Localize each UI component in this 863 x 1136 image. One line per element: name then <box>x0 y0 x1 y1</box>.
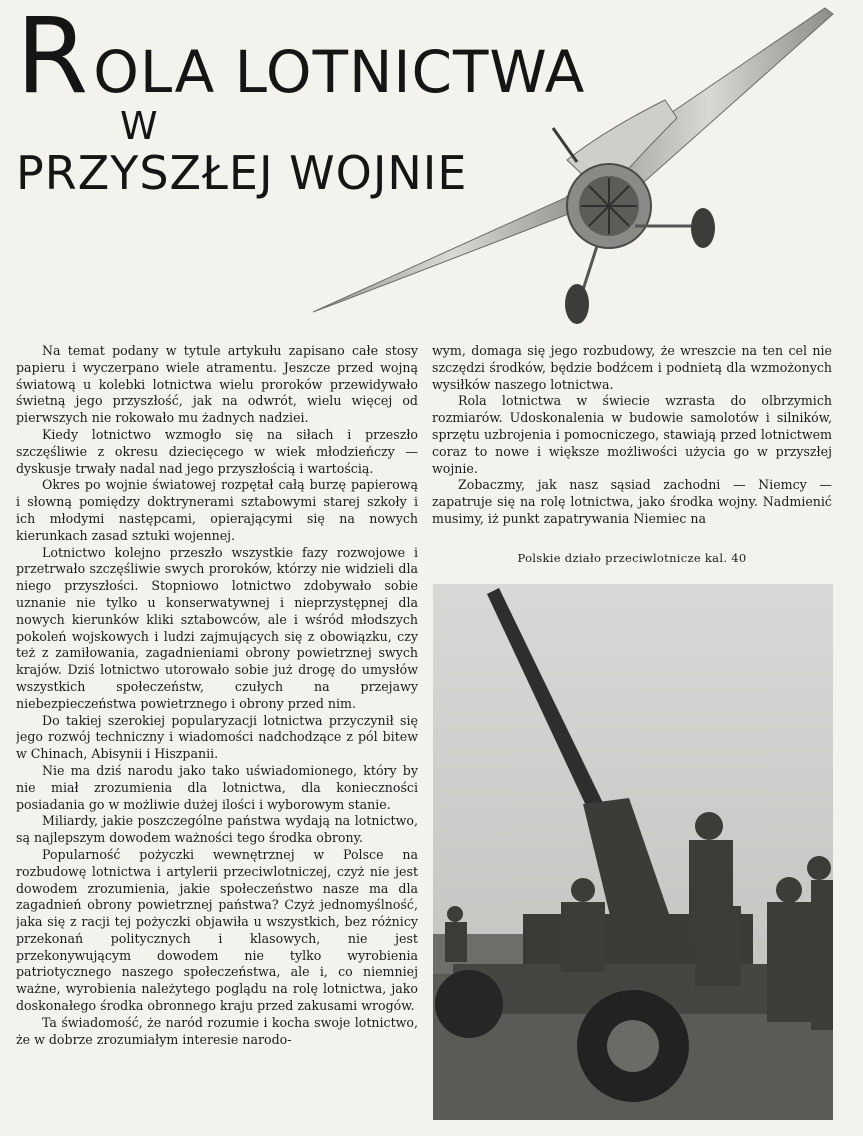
paragraph: Nie ma dziś narodu jako tako uświadomionego, który by nie miał zrozumienia dla lotnictwa, dla konieczności posiadania go w możliwie dużej ilości i wyborowym stanie. <box>16 762 418 812</box>
paragraph: Do takiej szerokiej popularyzacji lotnictwa przyczynił się jego rozwój techniczny i wiadomości nadchodzące z pól bitew w Chinach, Abisynii i Hiszpanii. <box>16 712 418 762</box>
paragraph: Na temat podany w tytule artykułu zapisano całe stosy papieru i wyczerpano wiele atramentu. Jeszcze przed wojną światową u kolebki lotnictwa wielu proroków przewidywało świetną jego przyszłość, jak na odwrót, wielu więcej od pierwszych nie rokowało mu żadnych nadziei. <box>16 343 418 426</box>
airplane-photo <box>305 0 845 330</box>
title-initial: R <box>16 0 90 117</box>
paragraph: Kiedy lotnictwo wzmogło się na siłach i przeszło szczęśliwie z okresu dziecięcego w wiek młodzieńczy — dyskusje trwały nadal nad jego przyszłością i wartością. <box>16 426 418 476</box>
anti-aircraft-gun-photo <box>433 584 833 1120</box>
paragraph: Ta świadomość, że naród rozumie i kocha swoje lotnictwo, że w dobrze zrozumiałym interesie narodo- <box>16 1014 418 1047</box>
title-line-1-text: OLA LOTNICTWA <box>93 38 586 106</box>
article-column-left <box>16 343 418 1133</box>
paragraph: Popularność pożyczki wewnętrznej w Polsce na rozbudowę lotnictwa i artylerii przeciwlotniczej, czyż nie jest dowodem zrozumienia, jakie społeczeństwo nasze ma dla zagadnień obrony powietrznej państwa? Czyż jednomyślność, jaka się z racji tej pożyczki objawiła u wszystkich, bez różnicy przekonań politycznych i klasowych, nie jest przekonywującym dowodem nie tylko wyrobienia patriotycznego naszego społeczeństwa, ale i, co niemniej ważne, wyrobienia należytego poglądu na rolę lotnictwa, jako doskonałego środka obronnego kraju przed zakusami wrogów. <box>16 846 418 1014</box>
paragraph: Okres po wojnie światowej rozpętał całą burzę papierową i słowną pomiędzy doktrynerami sztabowymi starej szkoły i ich młodymi następcami, opierającymi się na nowych kierunkach zasad sztuki wojennej. <box>16 477 418 543</box>
article-column-right <box>432 343 832 533</box>
paragraph: wym, domaga się jego rozbudowy, że wreszcie na ten cel nie szczędzi środków, będzie bodźcem i podnietą dla wzmożonych wysiłków naszego lotnictwa. <box>432 343 832 392</box>
paragraph: Miliardy, jakie poszczególne państwa wydają na lotnictwo, są najlepszym dowodem ważności tego środka obrony. <box>16 813 418 846</box>
title-line-2: W <box>120 104 158 148</box>
paragraph: Rola lotnictwa w świecie wzrasta do olbrzymich rozmiarów. Udoskonalenia w budowie samolotów i silników, sprzętu uzbrojenia i pomocniczego, stawiają przed lotnictwem coraz to nowe i większe możliwości użycia go w przyszłej wojnie. <box>432 393 832 476</box>
title-line-3: PRZYSZŁEJ WOJNIE <box>16 146 468 200</box>
paragraph: Lotnictwo kolejno przeszło wszystkie fazy rozwojowe i przetrwało szczęśliwie swych proroków, którzy nie widzieli dla niego przyszłości. Stopniowo lotnictwo zdobywało sobie uznanie nie tylko u konserwatywnej i nieprzystępnej dla nowych kierunków kliki sztabowców, ale i wśród młodszych pokoleń wojskowych i ludzi zajmujących się z obowiązku, czy też z zamiłowania, zagadnieniami obrony powietrznej swych krajów. Dziś lotnictwo utorowało sobie już drogę do umysłów wszystkich społeczeństw, czułych na przejawy niebezpieczeństwa powietrznego i obrony przed nim. <box>16 544 418 711</box>
paragraph: Zobaczmy, jak nasz sąsiad zachodni — Niemcy — zapatruje się na rolę lotnictwa, jako środka wojny. Nadmienić musimy, iż punkt zapatrywania Niemiec na <box>432 477 832 526</box>
photo-caption: Polskie działo przeciwlotnicze kal. 40 <box>517 551 747 565</box>
